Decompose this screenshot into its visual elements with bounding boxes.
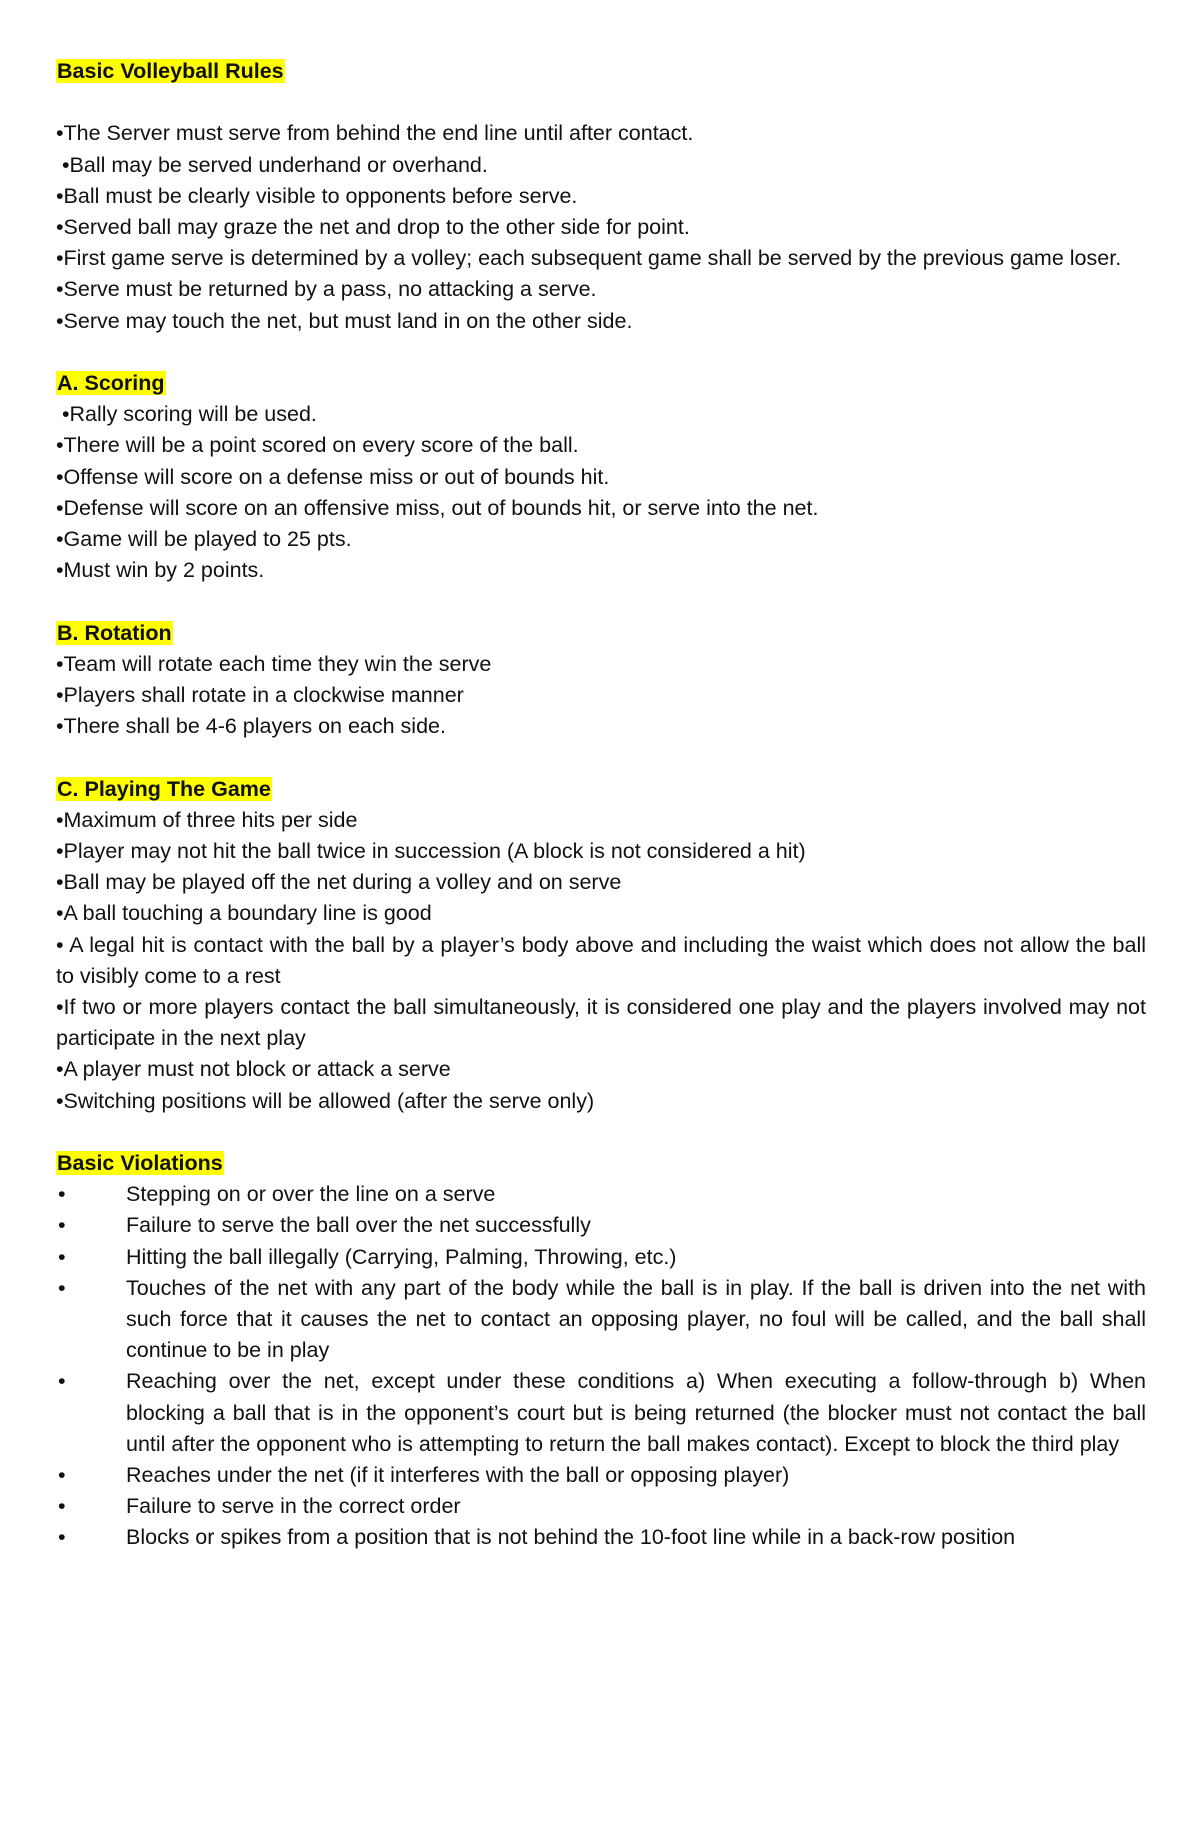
list-item: •Served ball may graze the net and drop to the other side for point. bbox=[56, 214, 690, 239]
list-item: •Serve must be returned by a pass, no attacking a serve. bbox=[56, 277, 597, 302]
list-item: •Ball must be clearly visible to opponents before serve. bbox=[56, 183, 578, 208]
list-item: •Rally scoring will be used. bbox=[62, 402, 317, 427]
list-item-text: Blocks or spikes from a position that is not behind the 10-foot line while in a back-row position bbox=[126, 1525, 1016, 1550]
list-item bbox=[56, 1460, 1146, 1491]
list-item: •Must win by 2 points. bbox=[56, 558, 265, 583]
rotation-list bbox=[56, 649, 1146, 743]
list-item: •Ball may be played off the net during a volley and on serve bbox=[56, 870, 622, 895]
list-item bbox=[56, 1522, 1146, 1553]
bullet-icon: • bbox=[58, 1213, 66, 1238]
serve-rules-list bbox=[56, 118, 1146, 336]
list-item: •Switching positions will be allowed (after the serve only) bbox=[56, 1088, 595, 1113]
violations-list bbox=[56, 1179, 1146, 1553]
list-item: •Offense will score on a defense miss or out of bounds hit. bbox=[56, 464, 610, 489]
section-heading-violations: Basic Violations bbox=[57, 1150, 223, 1175]
bullet-icon: • bbox=[58, 1244, 66, 1269]
list-item bbox=[56, 1242, 1146, 1273]
list-item: •Team will rotate each time they win the serve bbox=[56, 651, 492, 676]
list-item bbox=[56, 1366, 1146, 1460]
list-item: •There will be a point scored on every score of the ball. bbox=[56, 433, 579, 458]
list-item-text: Hitting the ball illegally (Carrying, Palming, Throwing, etc.) bbox=[126, 1244, 677, 1269]
section-heading-rotation: B. Rotation bbox=[57, 620, 172, 645]
list-item bbox=[56, 1273, 1146, 1367]
list-item: •A player must not block or attack a serve bbox=[56, 1057, 451, 1082]
list-item: •First game serve is determined by a volley; each subsequent game shall be served by the previous game loser. bbox=[56, 246, 1122, 271]
bullet-icon: • bbox=[58, 1494, 66, 1519]
list-item: •Serve may touch the net, but must land in on the other side. bbox=[56, 308, 633, 333]
scoring-list bbox=[56, 399, 1146, 586]
list-item: •Defense will score on an offensive miss, out of bounds hit, or serve into the net. bbox=[56, 495, 819, 520]
list-item: •Maximum of three hits per side bbox=[56, 807, 358, 832]
section-heading-scoring: A. Scoring bbox=[57, 370, 165, 395]
bullet-icon: • bbox=[58, 1182, 66, 1207]
spacer bbox=[56, 337, 1146, 368]
list-item: •If two or more players contact the ball simultaneously, it is considered one play and the players involved may not participate in the next play bbox=[56, 994, 1146, 1051]
list-item: •The Server must serve from behind the end line until after contact. bbox=[56, 121, 694, 146]
list-item: •Player may not hit the ball twice in succession (A block is not considered a hit) bbox=[56, 838, 806, 863]
list-item-text: Failure to serve in the correct order bbox=[126, 1494, 461, 1519]
list-item: •Ball may be served underhand or overhand. bbox=[62, 152, 488, 177]
spacer bbox=[56, 586, 1146, 617]
bullet-icon: • bbox=[58, 1275, 66, 1300]
bullet-icon: • bbox=[58, 1369, 66, 1394]
bullet-icon: • bbox=[58, 1525, 66, 1550]
list-item: • A legal hit is contact with the ball by a player’s body above and including the waist which does not allow the ball to visibly come to a rest bbox=[56, 932, 1146, 988]
list-item-text: Reaching over the net, except under these conditions a) When executing a follow-through b) When blocking a ball that is in the opponent’s court but is being returned (the blocker must not contact the ball until after the opponent who is attempting to return the ball makes contact). Except to block the third play bbox=[126, 1369, 1146, 1456]
spacer bbox=[56, 1117, 1146, 1148]
list-item-text: Failure to serve the ball over the net successfully bbox=[126, 1213, 591, 1238]
list-item: •There shall be 4-6 players on each side. bbox=[56, 714, 446, 739]
document-title: Basic Volleyball Rules bbox=[57, 59, 284, 83]
section-heading-playing: C. Playing The Game bbox=[57, 776, 271, 801]
spacer bbox=[56, 742, 1146, 773]
list-item-text: Touches of the net with any part of the body while the ball is in play. If the ball is driven into the net with such force that it causes the net to contact an opposing player, no foul will be called, and the ball shall continue to be in play bbox=[126, 1275, 1146, 1363]
list-item bbox=[56, 1491, 1146, 1522]
list-item-text: Stepping on or over the line on a serve bbox=[126, 1182, 496, 1207]
playing-list bbox=[56, 805, 1146, 1117]
document-page bbox=[56, 56, 1146, 1554]
list-item bbox=[56, 1210, 1146, 1241]
list-item: •Game will be played to 25 pts. bbox=[56, 526, 352, 551]
list-item-text: Reaches under the net (if it interferes with the ball or opposing player) bbox=[126, 1462, 790, 1487]
list-item: •A ball touching a boundary line is good bbox=[56, 901, 432, 926]
bullet-icon: • bbox=[58, 1462, 66, 1487]
spacer bbox=[56, 87, 1146, 118]
list-item: •Players shall rotate in a clockwise manner bbox=[56, 682, 464, 707]
list-item bbox=[56, 1179, 1146, 1210]
